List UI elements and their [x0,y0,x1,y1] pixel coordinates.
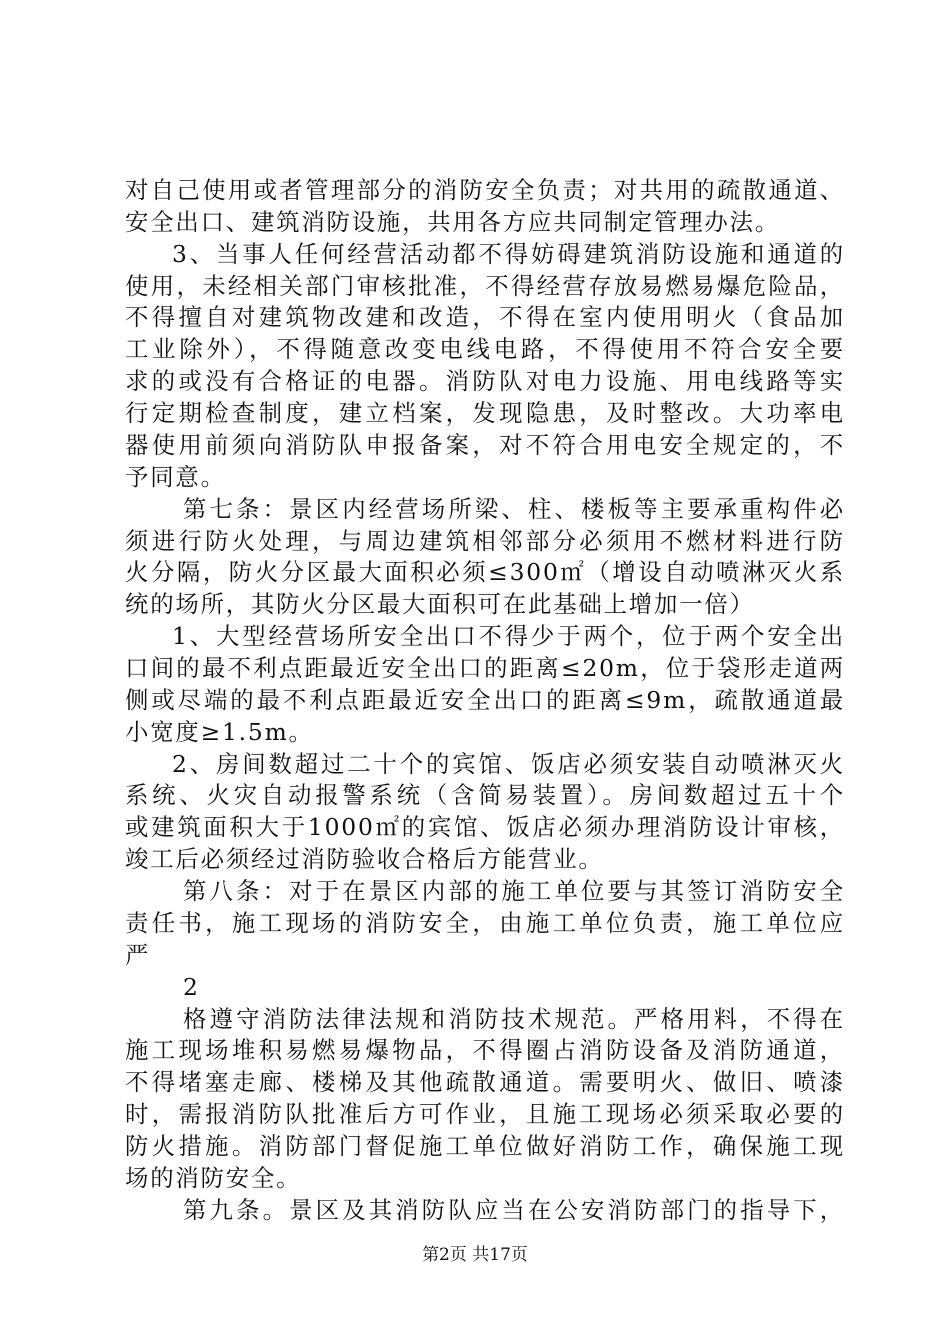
text-line: 器使用前须向消防队申报备案，对不符合用电安全规定的，不 [125,431,845,459]
text-line: 第八条：对于在景区内部的施工单位要与其签订消防安全 [183,877,845,905]
text-line: 严 [125,941,151,969]
text-line: 使用，未经相关部门审核批准，不得经营存放易燃易爆危险品， [125,272,845,300]
text-line: 格遵守消防法律法规和消防技术规范。严格用料，不得在 [183,1005,845,1033]
text-line: 小宽度≥1.5m。 [125,718,314,746]
text-line: 须进行防火处理，与周边建筑相邻部分必须用不燃材料进行防 [125,527,845,555]
text-line: 竣工后必须经过消防验收合格后方能营业。 [125,845,604,873]
text-line: 1、大型经营场所安全出口不得少于两个，位于两个安全出 [172,622,845,650]
text-line: 或建筑面积大于1000㎡的宾馆、饭店必须办理消防设计审核， [125,813,845,841]
page-break-number: 2 [183,973,200,1001]
text-line: 安全出口、建筑消防设施，共用各方应共同制定管理办法。 [125,208,780,236]
text-line: 工业除外），不得随意改变电线电路，不得使用不符合安全要 [125,335,845,363]
text-line: 予同意。 [125,463,226,491]
text-line: 2、房间数超过二十个的宾馆、饭店必须安装自动喷淋灭火 [172,750,845,778]
text-line: 求的或没有合格证的电器。消防队对电力设施、用电线路等实 [125,367,845,395]
text-line: 火分隔，防火分区最大面积必须≤300㎡（增设自动喷淋灭火系 [125,558,845,586]
page-footer: 第2页 共17页 [422,1245,528,1265]
text-line: 不得堵塞走廊、楼梯及其他疏散通道。需要明火、做旧、喷漆 [125,1068,845,1096]
text-line: 行定期检查制度，建立档案，发现隐患，及时整改。大功率电 [125,399,845,427]
text-line: 系统、火灾自动报警系统（含简易装置）。房间数超过五十个 [125,781,845,809]
text-line: 3、当事人任何经营活动都不得妨碍建筑消防设施和通道的 [172,240,845,268]
text-line: 统的场所，其防火分区最大面积可在此基础上增加一倍） [125,590,755,618]
text-line: 场的消防安全。 [125,1164,302,1192]
text-line: 时，需报消防队批准后方可作业，且施工现场必须采取必要的 [125,1100,845,1128]
text-line: 第九条。景区及其消防队应当在公安消防部门的指导下， [183,1196,845,1224]
text-line: 侧或尽端的最不利点距最近安全出口的距离≤9m，疏散通道最 [125,686,845,714]
text-line: 施工现场堆积易燃易爆物品，不得圈占消防设备及消防通道， [125,1036,845,1064]
text-line: 口间的最不利点距最近安全出口的距离≤20m，位于袋形走道两 [125,654,845,682]
text-line: 防火措施。消防部门督促施工单位做好消防工作，确保施工现 [125,1132,845,1160]
text-line: 责任书，施工现场的消防安全，由施工单位负责，施工单位应 [125,909,845,937]
text-line: 不得擅自对建筑物改建和改造，不得在室内使用明火（食品加 [125,303,845,331]
text-line: 第七条：景区内经营场所梁、柱、楼板等主要承重构件必 [183,495,845,523]
text-line: 对自己使用或者管理部分的消防安全负责；对共用的疏散通道、 [125,176,845,204]
